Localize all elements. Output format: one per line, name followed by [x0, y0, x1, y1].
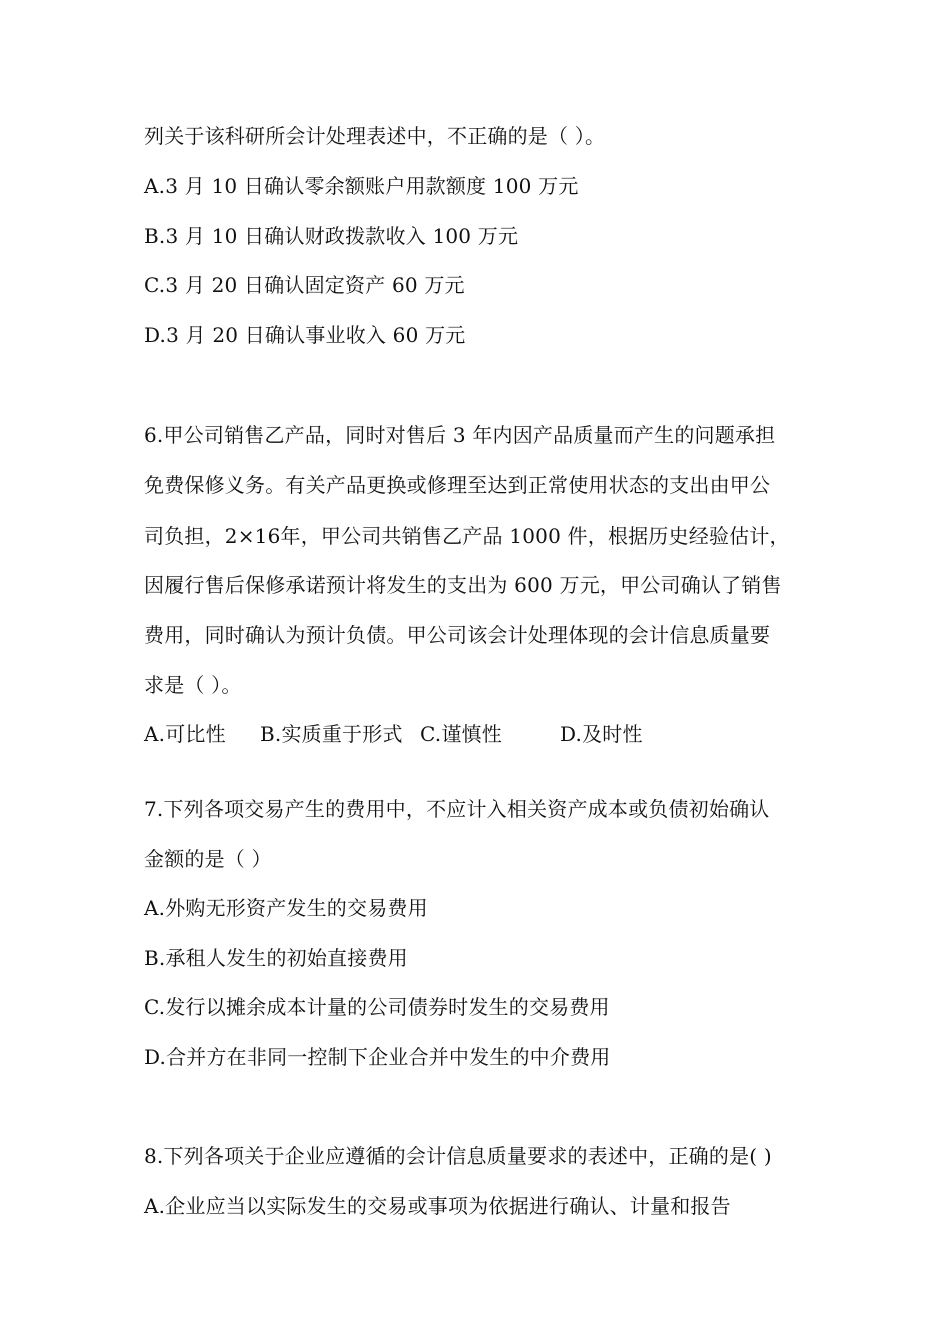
q8-option-a: A.企业应当以实际发生的交易或事项为依据进行确认、计量和报告: [144, 1194, 731, 1218]
q6-option-c: C.谨慎性: [420, 722, 502, 746]
q7-option-d: D.合并方在非同一控制下企业合并中发生的中介费用: [144, 1045, 611, 1069]
q6-stem-line-1: 6.甲公司销售乙产品，同时对售后 3 年内因产品质量而产生的问题承担: [144, 423, 776, 447]
q7-option-b: B.承租人发生的初始直接费用: [144, 946, 408, 970]
q7-option-c: C.发行以摊余成本计量的公司债券时发生的交易费用: [144, 995, 610, 1019]
q6-stem-line-4: 因履行售后保修承诺预计将发生的支出为 600 万元，甲公司确认了销售: [144, 573, 782, 597]
q6-stem-line-2: 免费保修义务。有关产品更换或修理至达到正常使用状态的支出由甲公: [144, 473, 771, 497]
q6-option-a: A.可比性: [144, 722, 226, 746]
q7-option-a: A.外购无形资产发生的交易费用: [144, 896, 428, 920]
q5-option-b: B.3 月 10 日确认财政拨款收入 100 万元: [144, 224, 519, 248]
q5-option-d: D.3 月 20 日确认事业收入 60 万元: [144, 323, 466, 347]
q6-option-d: D.及时性: [560, 722, 643, 746]
q8-stem-line-1: 8.下列各项关于企业应遵循的会计信息质量要求的表述中，正确的是( ): [144, 1144, 772, 1168]
q5-option-c: C.3 月 20 日确认固定资产 60 万元: [144, 273, 465, 297]
q7-stem-line-1: 7.下列各项交易产生的费用中，不应计入相关资产成本或负债初始确认: [144, 797, 770, 821]
q6-option-b: B.实质重于形式: [260, 722, 403, 746]
q7-stem-line-2: 金额的是（ ）: [144, 847, 272, 871]
q6-stem-line-5: 费用，同时确认为预计负债。甲公司该会计处理体现的会计信息质量要: [144, 623, 771, 647]
q6-stem-line-6: 求是（ ）。: [144, 673, 242, 697]
q5-stem-tail: 列关于该科研所会计处理表述中，不正确的是（ ）。: [144, 124, 606, 148]
q6-stem-line-3: 司负担，2×16年，甲公司共销售乙产品 1000 件，根据历史经验估计，: [144, 524, 790, 548]
q5-option-a: A.3 月 10 日确认零余额账户用款额度 100 万元: [144, 174, 579, 198]
q6-options: [144, 720, 643, 748]
